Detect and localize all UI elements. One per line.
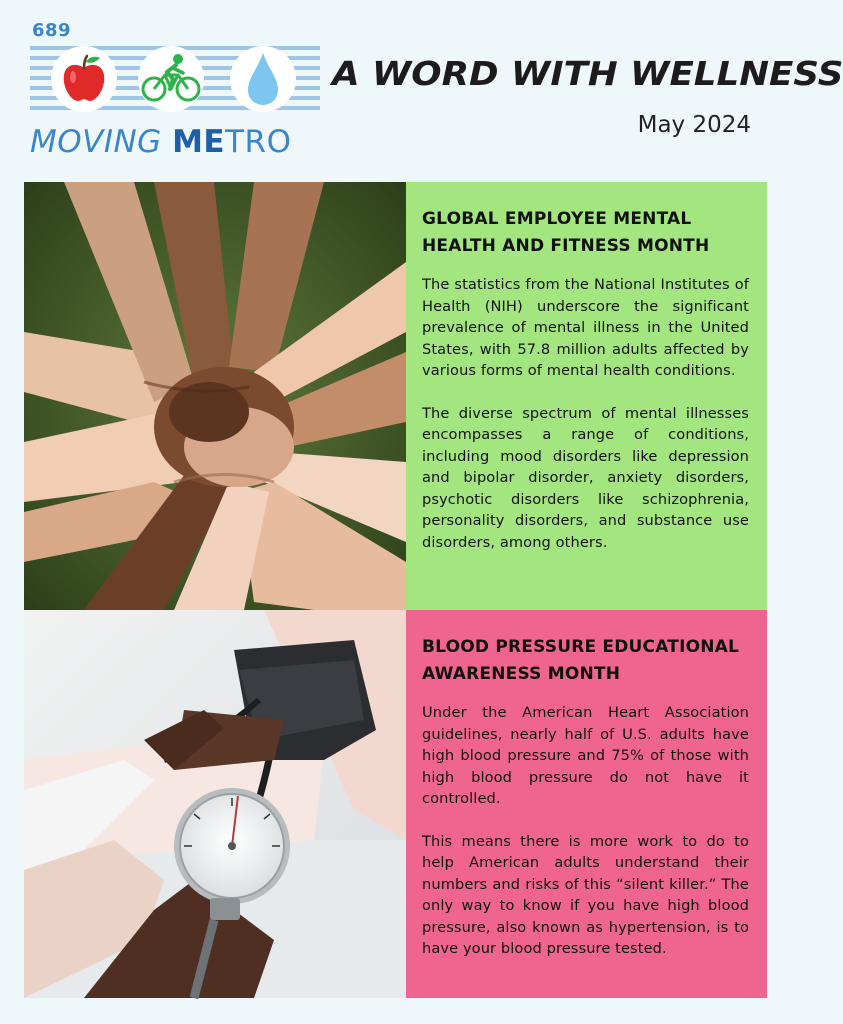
newsletter-date: May 2024 <box>637 112 751 138</box>
water-drop-icon <box>230 46 296 112</box>
moving-metro-logo <box>24 18 320 168</box>
cyclist-icon <box>138 46 204 112</box>
logo-word-moving: MOVING <box>30 124 162 160</box>
blood-pressure-section <box>406 610 767 998</box>
stacked-hands-photo <box>24 182 406 610</box>
section-paragraph: The diverse spectrum of mental illnesses encompasses a range of conditions, including mood disorders like depression and bipolar disorder, anxiety disorders, psychotic disorders like schizophrenia, personality disorders, and substance use disorders, among others. <box>422 404 749 551</box>
logo-number: 689 <box>32 20 72 41</box>
newsletter-title: A WORD WITH WELLNESS <box>332 54 843 93</box>
blood-pressure-cuff-photo <box>24 610 406 998</box>
mental-health-section <box>406 182 767 610</box>
logo-word-me: ME <box>172 124 226 160</box>
section-paragraph: Under the American Heart Association guidelines, nearly half of U.S. adults have high blood pressure and 75% of those with high blood pressure do not have it controlled. <box>422 704 749 807</box>
section-paragraph: The statistics from the National Institutes of Health (NIH) underscore the significant prevalence of mental illness in the United States, with 57.8 million adults affected by various forms of mental health conditions. <box>422 276 749 379</box>
section-heading: GLOBAL EMPLOYEE MENTAL HEALTH AND FITNESS MONTH <box>422 209 710 256</box>
logo-wordmark <box>30 124 292 160</box>
section-heading: BLOOD PRESSURE EDUCATIONAL AWARENESS MONTH <box>422 637 740 684</box>
newsletter-header <box>0 0 843 180</box>
apple-icon <box>51 46 117 112</box>
section-paragraph: This means there is more work to do to help American adults understand their numbers and risks of this “silent killer.” The only way to know if you have high blood pressure, also known as hypertension, is to have your blood pressure tested. <box>422 832 749 957</box>
logo-word-tro: TRO <box>225 124 292 160</box>
